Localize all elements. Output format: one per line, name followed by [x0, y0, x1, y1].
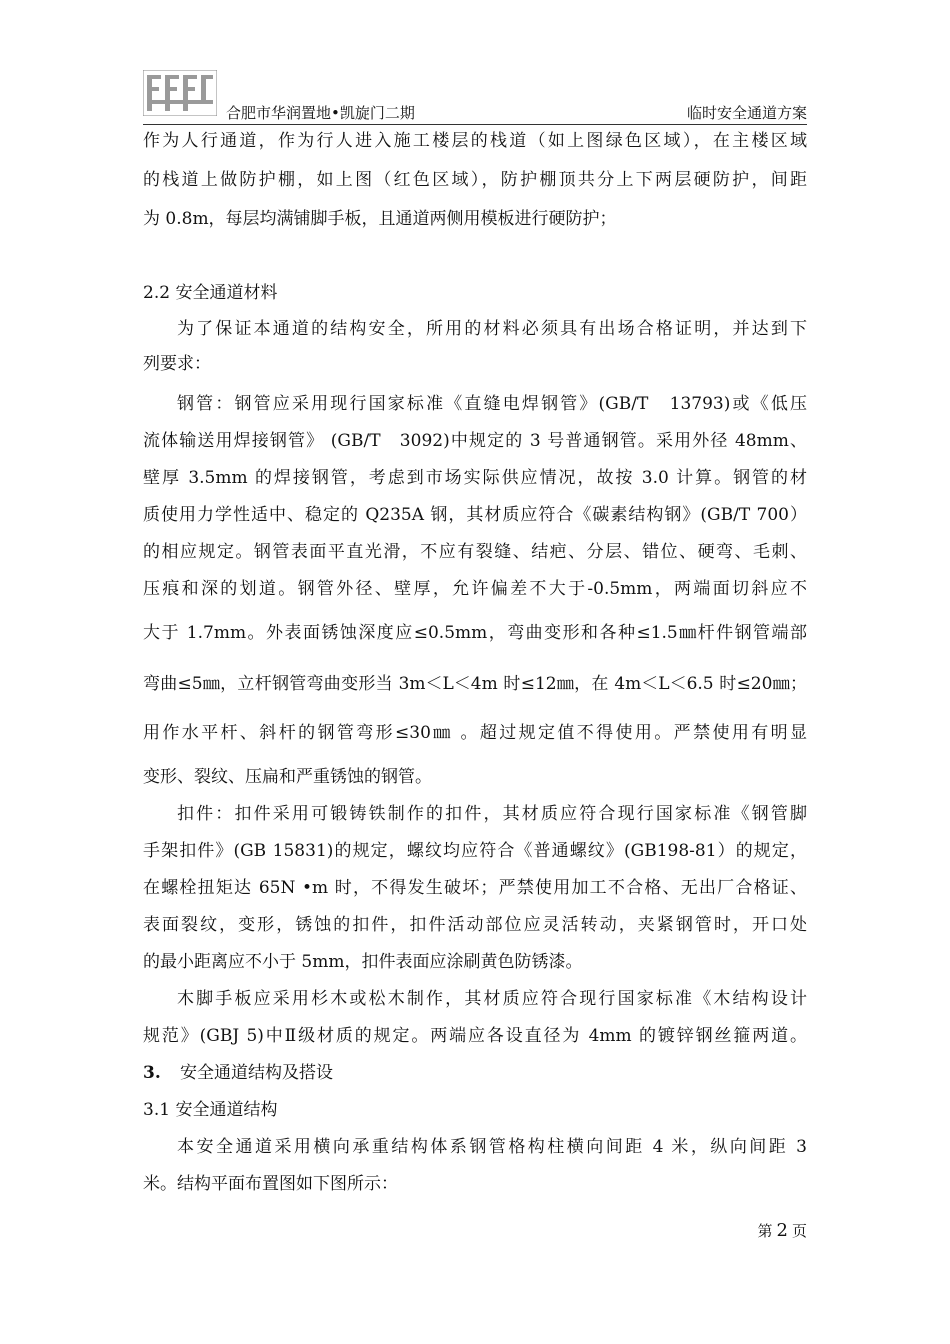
body-line: 为了保证本通道的结构安全，所用的材料必须具有出场合格证明，并达到下 [177, 319, 807, 339]
body-line: 大于 1.7mm。外表面锈蚀深度应≤0.5mm，弯曲变形和各种≤1.5㎜杆件钢管端部 [143, 623, 807, 643]
body-line: 表面裂纹，变形，锈蚀的扣件，扣件活动部位应灵活转动，夹紧钢管时，开口处 [143, 915, 807, 935]
body-line: 木脚手板应采用杉木或松木制作，其材质应符合现行国家标准《木结构设计 [177, 989, 807, 1009]
section-number-3: 3. [143, 1063, 161, 1083]
header-divider [143, 124, 807, 125]
footer-suffix: 页 [791, 1222, 807, 1240]
page-number: 2 [776, 1220, 788, 1241]
body-line: 在螺栓扭矩达 65N •m 时，不得发生破坏；严禁使用加工不合格、无出厂合格证、 [143, 878, 807, 898]
body-line: 壁厚 3.5mm 的焊接钢管，考虑到市场实际供应情况，故按 3.0 计算。钢管的材 [143, 468, 807, 488]
body-line: 作为人行通道，作为行人进入施工楼层的栈道（如上图绿色区域），在主楼区域 [143, 131, 807, 151]
body-line: 变形、裂纹、压扁和严重锈蚀的钢管。 [143, 767, 432, 787]
body-line: 的最小距离应不小于 5mm，扣件表面应涂刷黄色防锈漆。 [143, 952, 583, 972]
footer-prefix: 第 [757, 1222, 773, 1240]
page-footer [758, 1220, 807, 1242]
section-heading-3: 安全通道结构及搭设 [180, 1063, 333, 1083]
body-line: 规范》(GBJ 5)中Ⅱ级材质的规定。两端应各设直径为 4mm 的镀锌钢丝箍两道。 [143, 1026, 807, 1046]
body-line: 质使用力学性适中、稳定的 Q235A 钢，其材质应符合《碳素结构钢》(GB/T 700） [143, 505, 807, 525]
body-line: 用作水平杆、斜杆的钢管弯形≤30㎜ 。超过规定值不得使用。严禁使用有明显 [143, 723, 807, 743]
body-line: 流体输送用焊接钢管》 (GB/T 3092)中规定的 3 号普通钢管。采用外径 48mm、 [143, 431, 807, 451]
body-line: 米。结构平面布置图如下图所示： [143, 1174, 398, 1194]
body-line: 列要求： [143, 354, 211, 374]
section-heading-2-2: 2.2 安全通道材料 [143, 283, 278, 303]
body-line: 为 0.8m，每层均满铺脚手板，且通道两侧用模板进行硬防护； [143, 209, 617, 229]
body-line: 钢管：钢管应采用现行国家标准《直缝电焊钢管》(GB/T 13793)或《低压 [177, 394, 807, 414]
section-heading-3-1: 3.1 安全通道结构 [143, 1100, 278, 1120]
body-line: 的栈道上做防护棚，如上图（红色区域），防护棚顶共分上下两层硬防护，间距 [143, 170, 807, 190]
body-line: 手架扣件》(GB 15831)的规定，螺纹均应符合《普通螺纹》(GB198-81）的规定， [143, 841, 807, 861]
header-project-name: 合肥市华润置地•凯旋门二期 [226, 104, 415, 122]
body-line: 压痕和深的划道。钢管外径、壁厚，允许偏差不大于-0.5mm，两端面切斜应不 [143, 579, 807, 599]
body-line: 扣件：扣件采用可锻铸铁制作的扣件，其材质应符合现行国家标准《钢管脚 [177, 804, 807, 824]
company-logo-icon [143, 70, 217, 116]
body-line: 本安全通道采用横向承重结构体系钢管格构柱横向间距 4 米，纵向间距 3 [177, 1137, 807, 1157]
body-line: 弯曲≤5㎜，立杆钢管弯曲变形当 3m＜L＜4m 时≤12㎜，在 4m＜L＜6.5 时≤20㎜； [143, 674, 807, 694]
header-document-title: 临时安全通道方案 [686, 104, 807, 122]
body-line: 的相应规定。钢管表面平直光滑，不应有裂缝、结疤、分层、错位、硬弯、毛刺、 [143, 542, 807, 562]
